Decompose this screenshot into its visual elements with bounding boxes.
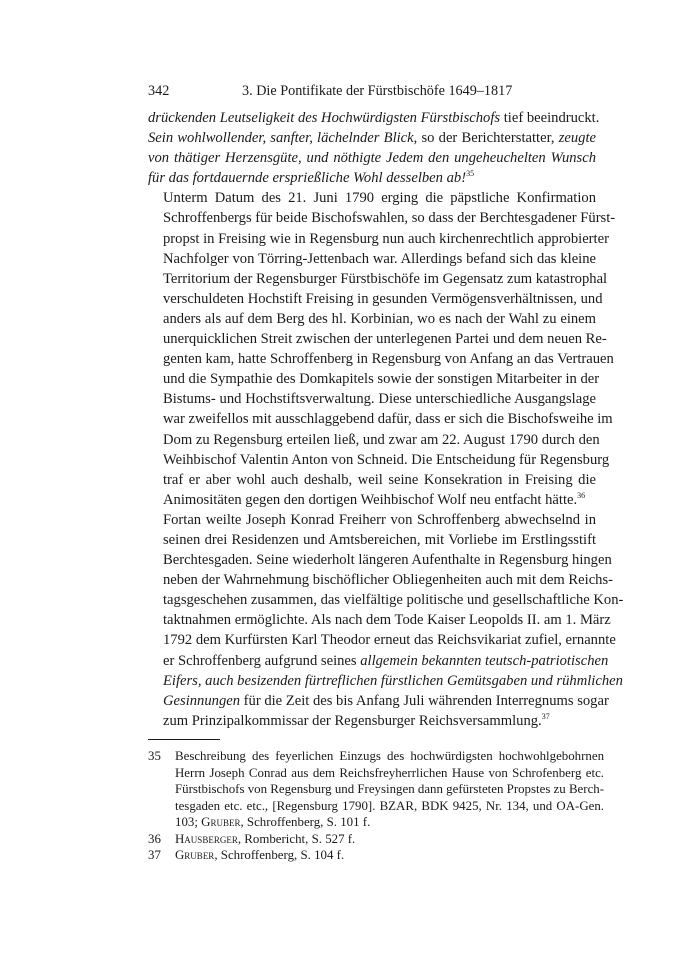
text-line [148, 329, 607, 349]
text-line [148, 229, 609, 249]
text-run: Dom zu Regensburg erteilen ließ, und zwar am 22. August 1790 durch den [163, 431, 600, 448]
page-number: 342 [148, 83, 170, 99]
text-line [148, 309, 596, 329]
text-run: , Schroffenberg, S. 104 f. [214, 848, 345, 863]
text-run: Schroffenbergs für beide Bischofswahlen, so dass der Berchtesgadener Fürst- [163, 210, 616, 227]
text-run: er Schroffenberg aufgrund seines [163, 652, 361, 669]
running-title: 3. Die Pontifikate der Fürstbischöfe 1649–1817 [242, 83, 513, 99]
text-line [148, 128, 596, 148]
text-line [148, 630, 616, 650]
text-line [148, 651, 609, 671]
text-run: Berchtesgaden. Seine wiederholt längeren Aufenthalte in Regensburg hingen [163, 552, 612, 569]
text-run: allgemein bekannten teutsch-patriotischen [360, 652, 609, 669]
text-run: war zweifellos mit ausschlaggebend dafür, dass er sich die Bischofsweihe im [163, 411, 613, 428]
text-line [148, 269, 608, 289]
text-run: , Schroffenberg, S. 101 f. [240, 815, 371, 830]
text-run: für die Zeit des bis Anfang Juli währenden Interregnums sogar [240, 692, 609, 709]
text-line [148, 168, 596, 188]
footnote-line [175, 831, 596, 848]
text-run: traf er aber wohl auch deshalb, weil seine Konsekration in Freising die [163, 471, 596, 488]
text-run: Gruber [175, 848, 215, 863]
footnote-number: 35 [148, 748, 161, 763]
text-run: zeugte [558, 130, 596, 147]
text-line [148, 369, 600, 389]
footnote-text [175, 831, 596, 848]
footnote-line [175, 798, 604, 815]
text-run: Gruber [201, 815, 241, 830]
text-line [148, 530, 596, 550]
text-line [148, 148, 596, 168]
text-run: neben der Wahrnehmung bischöflicher Obliegenheiten auch mit dem Reichs- [163, 572, 614, 589]
footnote-number: 37 [148, 848, 161, 863]
text-run: Fortan weilte Joseph Konrad Freiherr von Schroffenberg abwechselnd in [163, 511, 596, 528]
text-run: Bistums- und Hochstiftsverwaltung. Diese unterschiedliche Ausgangslage [163, 391, 596, 408]
text-run: zum Prinzipalkommissar der Regensburger Reichsversammlung. [163, 712, 542, 729]
text-run: 1792 dem Kurfürsten Karl Theodor erneut das Reichsvikariat zufiel, ernannte [163, 632, 616, 649]
text-run: genten kam, hatte Schroffenberg in Regensburg von Anfang an das Vertrauen [163, 351, 614, 368]
text-line [148, 389, 596, 409]
text-run: tagsgeschehen zusammen, das vielfältige politische und gesellschaftliche Kon- [163, 592, 624, 609]
text-run: Gesinnungen [163, 692, 241, 709]
text-run: Hausberger [175, 831, 238, 846]
footnotes [148, 748, 605, 864]
text-run: Weihbischof Valentin Anton von Schneid. Die Entscheidung für Regensburg [163, 451, 610, 468]
text-line [148, 510, 596, 530]
text-run: Eifers, auch besizenden fürtreflichen fürstlichen Gemütsgaben und rühmlichen [163, 672, 623, 689]
text-line [148, 570, 614, 590]
text-line [148, 349, 614, 369]
footnote [148, 847, 596, 864]
text-line [148, 490, 596, 510]
text-run: tief beeindruckt. [500, 110, 600, 126]
text-line [148, 711, 596, 731]
main-text [148, 108, 624, 731]
text-run: Beschreibung des feyerlichen Einzugs des hochwürdigsten hochwohlgebohrnen [175, 748, 605, 763]
text-run: von thätiger Herzensgüte, und nöthigte Jedem den ungeheuchelten Wunsch [148, 150, 596, 167]
book-page [148, 82, 624, 864]
text-run: Unterm Datum des 21. Juni 1790 erging die päpstliche Konfirmation [163, 190, 596, 207]
text-line [148, 671, 623, 691]
text-run: und die Sympathie des Domkapitels sowie der sonstigen Mitarbeiter in der [163, 371, 600, 388]
text-line [148, 610, 611, 630]
text-run: Territorium der Regensburger Fürstbischöfe im Gegensatz zum katastrophal [163, 270, 608, 287]
footnote-number: 36 [148, 831, 161, 846]
text-line [148, 470, 596, 490]
text-line [148, 691, 609, 711]
text-run: seinen drei Residenzen und Amtsbereichen, mit Vorliebe im Erstlingsstift [163, 531, 596, 548]
footnote-text [175, 847, 596, 864]
footnote [148, 831, 596, 848]
text-run: tesgaden etc. etc., [Regensburg 1790]. BZAR, BDK 9425, Nr. 134, und OA-Gen. [175, 798, 605, 813]
text-run: , Rombericht, S. 527 f. [237, 831, 356, 846]
text-line [148, 409, 613, 429]
text-line [148, 450, 610, 470]
text-line [148, 208, 616, 228]
footnote-line [175, 765, 604, 782]
text-line [148, 249, 596, 269]
text-run: 103; [175, 815, 202, 830]
footnote-line [175, 847, 596, 864]
text-run: Sein wohlwollender, sanfter, lächelnder Blick [148, 130, 414, 147]
footnote-text [175, 748, 604, 831]
footnote-line [175, 814, 604, 831]
text-line [148, 550, 612, 570]
text-line [148, 188, 596, 208]
footnote-ref: 35 [466, 169, 475, 179]
text-run: propst in Freising wie in Regensburg nun auch kirchenrechtlich approbierter [163, 230, 609, 247]
text-run: taktnahmen ermöglichte. Als nach dem Tode Kaiser Leopolds II. am 1. März [163, 612, 611, 629]
running-header [148, 82, 596, 100]
text-run: verschuldeten Hochstift Freising in gesunden Vermögensverhältnissen, und [163, 290, 603, 307]
text-line [148, 108, 600, 128]
paragraph [148, 108, 600, 188]
text-run: Animositäten gegen den dortigen Weihbischof Wolf neu entfacht hätte. [163, 491, 578, 508]
text-run: unerquicklichen Streit zwischen der unterlegenen Partei und dem neuen Re- [163, 331, 607, 348]
text-run: für das fortdauernde ersprießliche Wohl desselben ab! [148, 170, 467, 187]
text-line [148, 289, 603, 309]
text-run: , so der Berichterstatter, [413, 130, 559, 147]
footnote-line [175, 748, 604, 765]
text-run: drückenden Leutseligkeit des Hochwürdigsten Fürstbischofs [148, 110, 501, 126]
text-run: anders als auf dem Berg des hl. Korbinian, wo es nach der Wahl zu einem [163, 310, 596, 327]
footnote-ref: 36 [577, 490, 586, 500]
text-run: Herrn Joseph Conrad aus dem Reichsfreyherrlichen Hause von Schrofenberg etc. [175, 765, 605, 780]
footnote-ref: 37 [541, 711, 550, 721]
text-line [148, 590, 624, 610]
paragraph [148, 188, 616, 510]
footnote-rule [148, 739, 220, 740]
text-line [148, 430, 600, 450]
text-run: Fürstbischofs von Regensburg und Freysingen dann gefürsteten Propstes zu Berch- [175, 782, 605, 797]
footnote-line [175, 781, 604, 798]
text-run: Nachfolger von Törring-Jettenbach war. Allerdings befand sich das kleine [163, 250, 596, 267]
footnote [148, 748, 605, 831]
paragraph [148, 510, 624, 731]
